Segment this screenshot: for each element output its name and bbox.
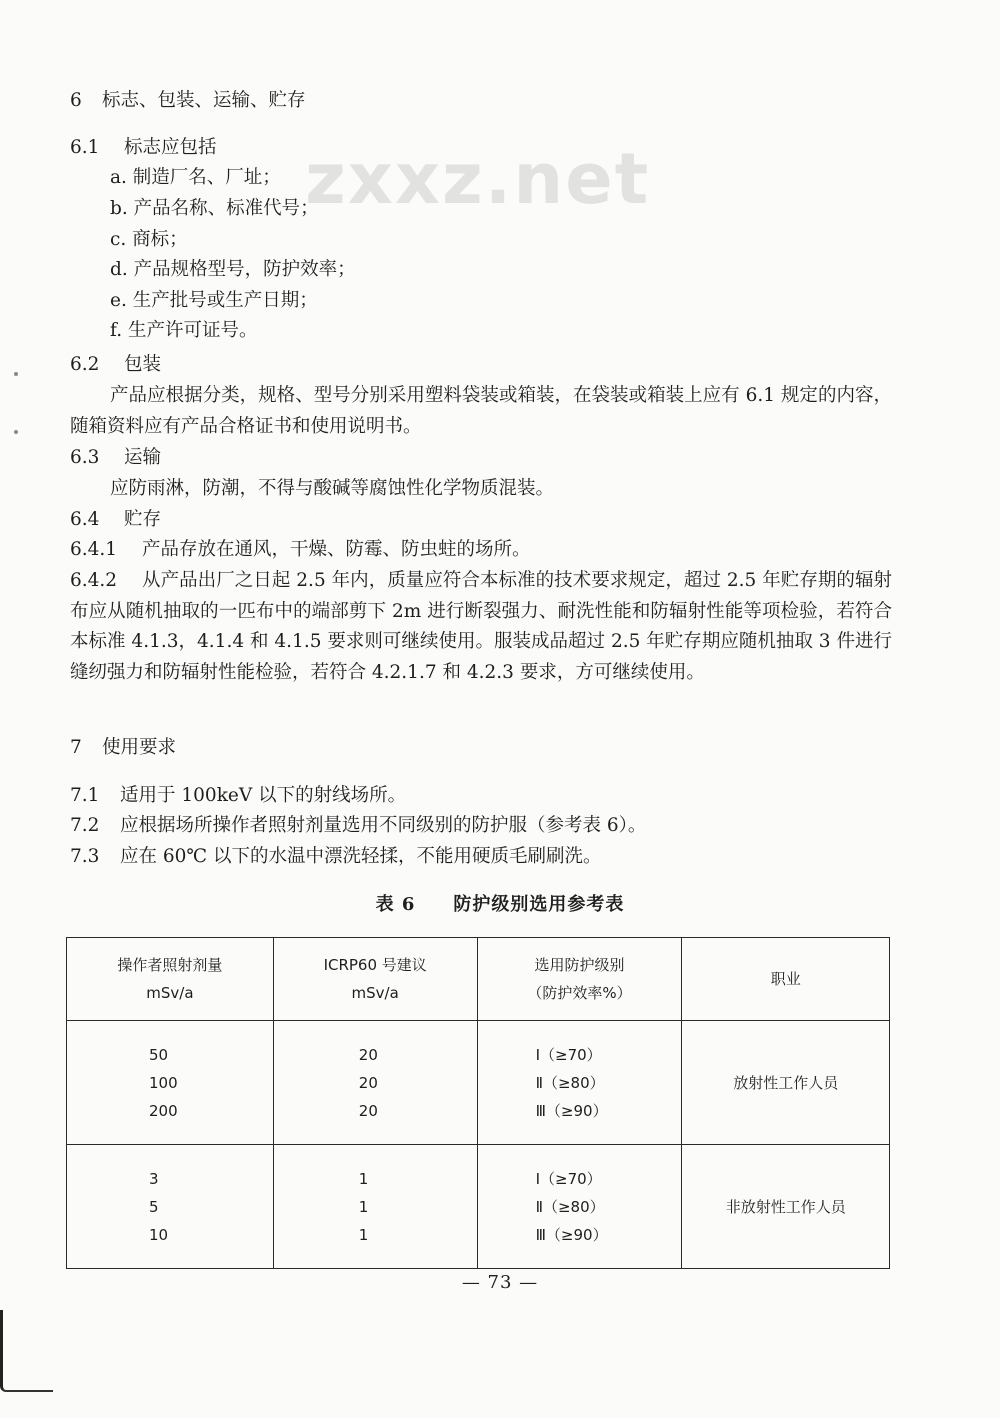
clause-number: 6.2 [70,354,100,375]
dose-value: 5 [149,1197,159,1216]
section-number: 6 [70,90,82,111]
header-icrp [273,938,477,1021]
dose-value: 50 [149,1045,169,1064]
icrp-value: 1 [358,1197,369,1216]
clause-title: 贮存 [124,509,162,530]
clause-6-2 [70,350,161,380]
icrp-cell [273,1145,477,1269]
clause-title: 标志应包括 [124,137,217,158]
table-number: 表 6 [375,894,416,915]
clause-text: 适用于 100keV 以下的射线场所。 [120,785,407,806]
dose-cell [67,1021,274,1145]
clause-6-3-text: 应防雨淋，防潮，不得与酸碱等腐蚀性化学物质混装。 [110,478,555,499]
level-value: Ⅰ（≥70） [535,1169,602,1188]
table-title: 防护级别选用参考表 [453,894,625,915]
level-value: Ⅲ（≥90） [535,1101,608,1120]
dose-value: 100 [149,1073,178,1092]
list-item: a. 制造厂名、厂址； [110,167,281,188]
section-number: 7 [70,737,82,758]
table-header-row [67,938,890,1021]
page-number: — 73 — [461,1272,539,1293]
header-line: 选用防护级别 [534,956,625,974]
icrp-value: 20 [358,1101,378,1120]
icrp-value: 1 [358,1225,369,1244]
clause-title: 包装 [124,354,162,375]
level-cell [477,1021,682,1145]
clause-7-1 [70,781,406,811]
header-dose [67,938,274,1021]
section-title: 使用要求 [102,737,177,758]
clause-6-4 [70,505,161,535]
section-7-heading [70,733,176,763]
table-row [67,1145,890,1269]
watermark: zxxz.net [305,138,651,220]
clause-6-2-text: 产品应根据分类，规格、型号分别采用塑料袋装或箱装，在袋装或箱装上应有 6.1 规定的内容，随箱资料应有产品合格证书和使用说明书。 [70,385,892,437]
level-value: Ⅱ（≥80） [535,1197,605,1216]
clause-title: 运输 [124,447,162,468]
clause-text: 产品存放在通风，干燥、防霉、防虫蛀的场所。 [142,539,531,560]
icrp-cell [273,1021,477,1145]
header-unit: （防护效率%） [527,984,632,1002]
clause-7-2 [70,811,646,841]
clause-7-3 [70,842,602,872]
header-unit: mSv/a [351,984,399,1002]
protection-level-table [66,937,890,1269]
level-value: Ⅰ（≥70） [535,1045,602,1064]
clause-number: 6.4 [70,509,100,530]
table-caption [0,890,1000,916]
clause-text: 应根据场所操作者照射剂量选用不同级别的防护服（参考表 6）。 [120,815,647,836]
level-cell [477,1145,682,1269]
scan-speck [14,372,18,376]
occupation-cell: 非放射性工作人员 [682,1145,890,1269]
level-value: Ⅲ（≥90） [535,1225,608,1244]
clause-text: 应在 60℃ 以下的水温中漂洗轻揉，不能用硬质毛刷刷洗。 [120,846,602,867]
clause-number: 6.4.2 [70,570,118,591]
clause-number: 7.2 [70,815,100,836]
clause-number: 6.3 [70,447,100,468]
header-occupation: 职业 [682,938,890,1021]
dose-value: 200 [149,1101,178,1120]
clause-number: 6.4.1 [70,539,118,560]
icrp-value: 1 [358,1169,369,1188]
scan-speck [14,430,18,434]
header-level [477,938,682,1021]
list-item: c. 商标； [110,229,188,250]
list-item: f. 生产许可证号。 [110,320,258,341]
clause-6-4-1 [70,535,531,565]
clause-6-1 [70,133,217,163]
list-item: e. 生产批号或生产日期； [110,290,318,311]
dose-cell [67,1145,274,1269]
icrp-value: 20 [358,1045,378,1064]
table-row [67,1021,890,1145]
clause-number: 7.3 [70,846,100,867]
level-value: Ⅱ（≥80） [535,1073,605,1092]
dose-value: 10 [149,1225,169,1244]
list-item: b. 产品名称、标准代号； [110,198,319,219]
clause-text: 从产品出厂之日起 2.5 年内，质量应符合本标准的技术要求规定，超过 2.5 年贮存期的辐射布应从随机抽取的一匹布中的端部剪下 2m 进行断裂强力、耐洗性能和防辐射性能等项检验，若符合本标准 4.1.3，4.1.4 和 4.1.5 要求则可继续使用。服装成品超过 2.5 年贮存期应随机抽取 3 件进行缝纫强力和防辐射性能检验，若符合 4.2.1.7 和 4.2.3 要求，方可继续使用。 [70,570,892,683]
header-unit: mSv/a [146,984,194,1002]
header-line: 操作者照射剂量 [117,956,223,974]
clause-6-3 [70,443,161,473]
section-title: 标志、包装、运输、贮存 [102,90,306,111]
section-6-heading [70,86,306,116]
list-item: d. 产品规格型号，防护效率； [110,259,356,280]
dose-value: 3 [149,1169,159,1188]
clause-number: 7.1 [70,785,100,806]
clause-6-4-2 [70,566,892,688]
icrp-value: 20 [358,1073,378,1092]
header-line: ICRP60 号建议 [323,956,427,974]
scan-edge-shadow [0,1310,53,1392]
clause-number: 6.1 [70,137,100,158]
occupation-cell: 放射性工作人员 [682,1021,890,1145]
